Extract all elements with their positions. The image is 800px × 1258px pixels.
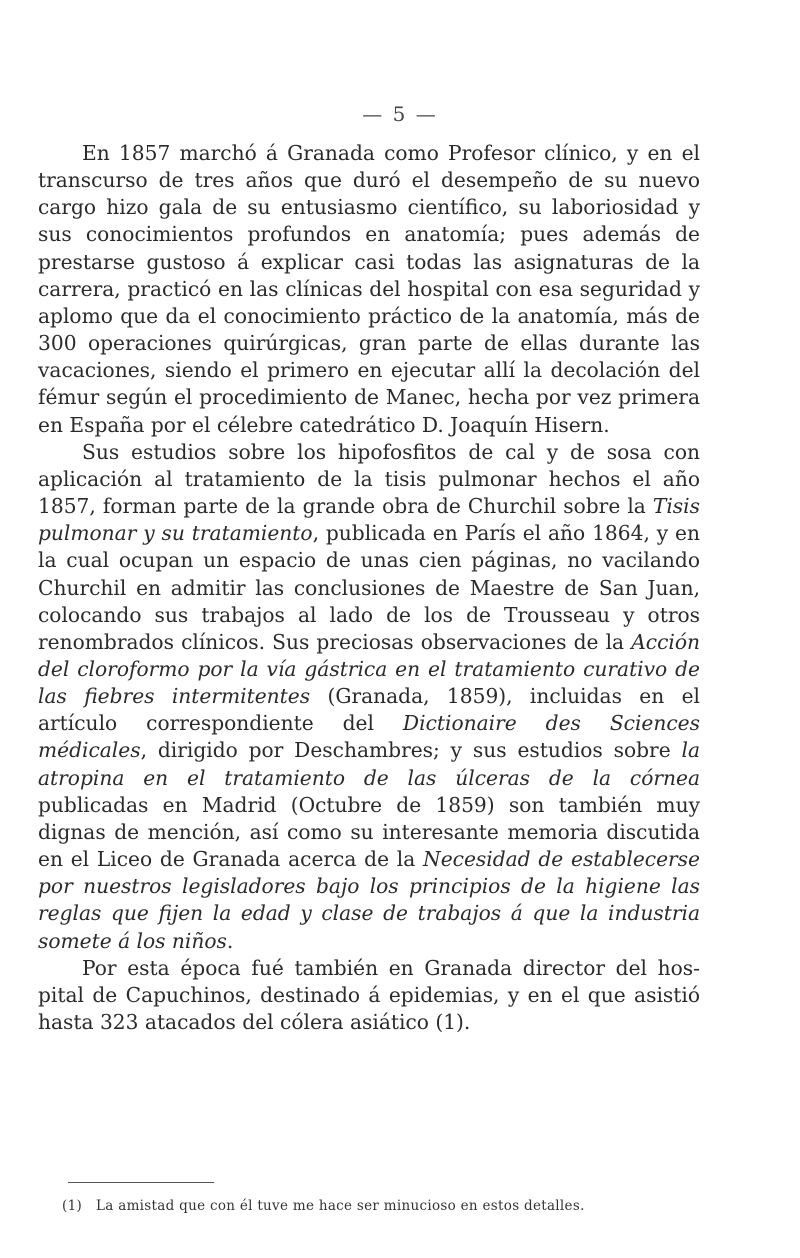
italic-title-run: Tisis pulmonar y su tratamiento [38, 494, 700, 546]
page-number: — 5 — [362, 102, 438, 126]
footnote-rule [68, 1182, 214, 1183]
italic-title-run: la atropina en el tratamiento de las úlceras de la córnea [38, 738, 700, 790]
paragraph-2 [38, 439, 700, 955]
text-run: . [226, 928, 234, 953]
footnote-text: La amistad que con él tuve me hace ser minucioso en estos detalles. [96, 1198, 585, 1214]
footnote [62, 1198, 702, 1214]
text-run: publicadas en Madrid (Octubre de 1859) son también muy dignas de mención, así como su interesante memoria discutida en el Liceo de Granada acerca de la [38, 792, 700, 872]
paragraph-1 [38, 140, 700, 439]
text-run: , publicada en París el año 1864, y en la cual ocupan un espacio de unas cien páginas, no vacilando Churchil en admitir las conclusiones de Maestre de San Juan, colocando sus trabajos al lado de los de Trousseau y otros renombrados clínicos. Sus preciosas observaciones de la [38, 521, 700, 654]
text-run: , dirigido por Deschambres; y sus estudios sobre [140, 738, 682, 763]
text-run: Sus estudios sobre los hipofosfitos de cal y de sosa con aplicación al tratamiento de la tisis pulmonar hechos el año 1857, forman parte de la grande obra de Churchil sobre la [38, 439, 700, 519]
paragraph-3 [38, 955, 700, 1036]
text-run: Por esta época fué también en Granada director del hospital de Capuchinos, destinado á epidemias, y en el que asistió hasta 323 atacados del cólera asiático (1). [38, 955, 700, 1034]
text-run: (Granada, 1859), incluidas en el artículo correspondiente del [38, 684, 700, 736]
italic-title-run: Dictionaire des Sciences médicales [38, 711, 700, 763]
footnote-mark: (1) [62, 1198, 83, 1214]
body-text [38, 140, 700, 1036]
italic-title-run: Acción del cloroformo por la vía gástrica en el tratamiento curativo de las fiebres intermitentes [38, 629, 700, 709]
text-run: En 1857 marchó á Granada como Profesor clínico, y en el transcurso de tres años que duró el desempeño de su nuevo cargo hizo gala de su entusiasmo científico, su laboriosidad y sus conocimientos profundos en anatomía; pues además de prestarse gustoso á explicar casi todas las asignaturas de la carrera, practicó en las clínicas del hospital con esa seguridad y aplomo que da el conocimiento práctico de la anatomía, más de 300 operaciones quirúrgicas, gran parte de ellas durante las vacaciones, siendo el primero en ejecutar allí la decolación del fémur según el procedimiento de Manec, hecha por vez primera en España por el célebre catedrático D. Joaquín Hisern. [38, 141, 700, 437]
italic-title-run: Necesidad de establecerse por nuestros legisladores bajo los principios de la higiene las reglas que fijen la edad y clase de trabajos á que la industria somete á los niños [38, 847, 700, 953]
